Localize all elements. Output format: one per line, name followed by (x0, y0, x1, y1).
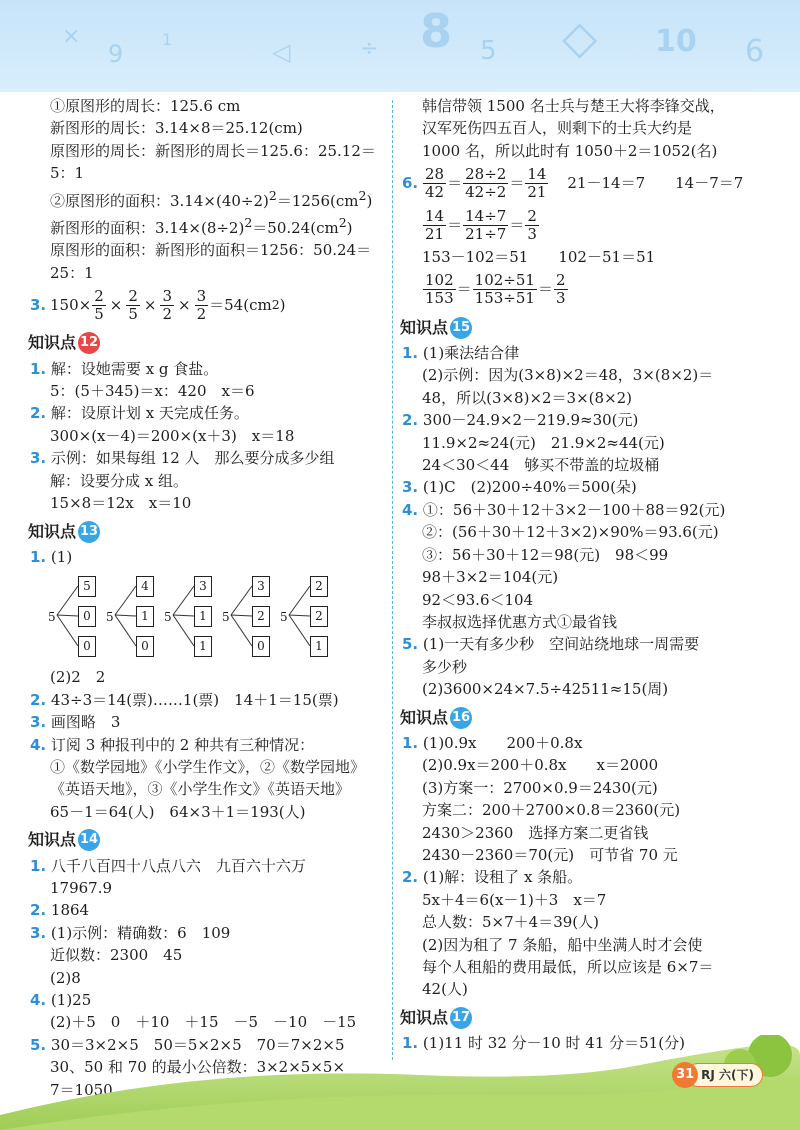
knowledge-point-heading: 知识点 16 (400, 707, 774, 729)
decor-diamond-icon: ◇ (562, 10, 598, 64)
answer-line: 李叔叔选择优惠方式①最省钱 (422, 612, 618, 631)
question-number: 1. (402, 344, 419, 363)
tree-root-number: 5 (280, 610, 288, 625)
text: ) (279, 296, 286, 315)
superscript: 2 (268, 187, 277, 203)
text: 示例：如果每组 12 人 那么要分成多少组 (50, 449, 335, 468)
fraction: 102 153 (425, 271, 454, 308)
decor-digit: 9 (108, 40, 124, 68)
knowledge-point-heading: 知识点 13 (28, 521, 390, 543)
answer-line: 总人数：5×7＋4＝39(人) (422, 913, 599, 932)
knowledge-point-heading: 知识点 14 (28, 829, 390, 851)
tree-branch (289, 586, 310, 615)
text: ) (346, 219, 353, 238)
decor-digit: 5 (480, 36, 497, 66)
fraction: 2 3 (555, 271, 566, 308)
operator: × (178, 296, 191, 315)
text: (1)0.9x 200＋0.8x (422, 733, 583, 752)
tree-branch (173, 615, 194, 616)
fraction: $\frac{3}{2}$ (196, 286, 207, 323)
answer-line: 5：1 (50, 164, 85, 183)
answer-line: (3)方案一：2700×0.9＝2430(元) (422, 778, 658, 797)
text: (1) (50, 547, 73, 566)
text: (1)一天有多少秒 空间站绕地球一周需要 (422, 635, 700, 654)
tree-value-box: 0 (252, 636, 270, 657)
knowledge-point-heading: 知识点 12 (28, 332, 390, 354)
text: ＝50.24(cm (252, 219, 339, 238)
superscript: 2 (358, 187, 367, 203)
question-number: 6. (402, 174, 419, 193)
fraction: 14÷7 21÷7 (465, 206, 507, 243)
question-number: 3. (30, 296, 47, 315)
answer-line (402, 409, 774, 431)
answer-line: (2)＋5 0 ＋10 ＋15 －5 －10 －15 (50, 1013, 357, 1032)
answer-line (30, 689, 390, 711)
tree-value-box: 0 (78, 606, 96, 627)
answer-line (30, 546, 390, 568)
answer-line: 方案二：200＋2700×0.8＝2360(元) (422, 801, 681, 820)
question-number: 4. (30, 991, 47, 1009)
answer-line: 153－102＝51 102－51＝51 (422, 248, 656, 267)
answer-line: 原图形的周长：新图形的周长＝125.6：25.12＝ (50, 141, 376, 160)
answer-line: (2)0.9x＝200＋0.8x x＝2000 (422, 756, 659, 775)
tree-root-number: 5 (48, 610, 56, 625)
answer-line: 解：设要分成 x 组。 (50, 471, 188, 490)
answer-line (30, 989, 390, 1011)
text: 订阅 3 种报刊中的 2 种共有三种情况： (50, 735, 315, 754)
superscript: 2 (271, 297, 280, 313)
question-number: 2. (30, 404, 47, 423)
operator: ＝ (509, 216, 525, 235)
text: (1)11 时 32 分－10 时 41 分＝51(分) (422, 1034, 685, 1053)
answer-line (30, 711, 390, 733)
text: 43÷3＝14(票)……1(票) 14＋1＝15(票) (50, 690, 339, 709)
answer-line: 48，所以(3×8)×2＝3×(8×2) (422, 388, 633, 407)
text: 解：设她需要 x g 食盐。 (50, 359, 219, 378)
answer-line: 11.9×2≈24(元) 21.9×2≈44(元) (422, 433, 665, 452)
tree-branch (57, 615, 78, 646)
question-number: 4. (30, 735, 47, 754)
answer-line: 汉军死伤四五百人，则剩下的士兵大约是 (422, 119, 693, 138)
answer-line (402, 342, 774, 364)
answer-line (30, 899, 390, 921)
fraction: $\frac{2}{5}$ (94, 286, 104, 323)
tree-root-number: 5 (222, 610, 230, 625)
text: (1)解：设租了 x 条船。 (422, 868, 583, 887)
right-column (402, 95, 774, 1055)
answer-line: 原图形的面积：新图形的面积＝1256：50.24＝ (50, 241, 372, 260)
answer-line: 24＜30＜44 够买不带盖的垃圾桶 (422, 456, 660, 475)
answer-line: (2)示例：因为(3×8)×2＝48，3×(8×2)＝ (422, 366, 714, 385)
answer-line: 每个人租船的费用最低，所以应该是 6×7＝ (422, 958, 714, 976)
answer-line (402, 476, 774, 498)
answer-line-fraction (402, 162, 774, 204)
decor-digit: 6 (745, 34, 765, 69)
tree-value-box: 2 (310, 606, 328, 627)
knowledge-point-number: 12 (78, 332, 100, 354)
tree-branch (289, 615, 310, 646)
answer-line: 17967.9 (50, 878, 113, 897)
question-number: 1. (30, 547, 47, 566)
tree-value-box: 3 (194, 576, 212, 597)
answer-line: ③：56＋30＋12＝98(元) 98＜99 (422, 545, 669, 564)
knowledge-point-number: 16 (450, 707, 472, 729)
column-divider (392, 100, 393, 1060)
answer-line: 98＋3×2＝104(元) (422, 568, 559, 587)
answer-line-fraction (402, 204, 774, 246)
number-split-trees (48, 568, 390, 666)
text: 新图形的面积：3.14×(8÷2) (50, 219, 245, 238)
fraction: 14 21 (425, 206, 445, 243)
question-number: 1. (402, 1034, 419, 1053)
answer-line: 2430－2360＝70(元) 可节省 70 元 (422, 845, 678, 864)
text: 1864 (50, 901, 90, 920)
decor-digit: 10 (655, 24, 697, 59)
fraction: 28÷2 42÷2 (465, 164, 507, 201)
tree-value-box: 1 (136, 606, 154, 627)
question-number: 5. (30, 1035, 47, 1054)
operator: ＝ (447, 216, 463, 235)
operator: × (109, 296, 123, 315)
fraction: 102÷51 153÷51 (474, 271, 535, 308)
text: ) (366, 191, 373, 210)
text: 30＝3×2×5 50＝5×2×5 70＝7×2×5 (50, 1035, 345, 1054)
fraction: 28 42 (425, 164, 445, 201)
answer-line: 30、50 和 70 的最小公倍数：3×2×5×5× (50, 1058, 346, 1077)
text: ②原图形的面积：3.14×(40÷2) (50, 191, 269, 210)
question-number: 1. (30, 359, 47, 378)
tree-branch (173, 615, 194, 646)
answer-line (402, 866, 774, 888)
tree-value-box: 2 (310, 576, 328, 597)
question-number: 3. (30, 923, 47, 942)
answer-line: ①原图形的周长：125.6 cm (50, 97, 241, 115)
answer-line (30, 185, 390, 212)
answer-line: 15×8＝12x x＝10 (50, 494, 192, 513)
edition-tag: RJ 六(下) (686, 1063, 763, 1087)
question-number: 2. (402, 411, 419, 430)
knowledge-point-heading: 知识点 17 (400, 1007, 774, 1029)
question-number: 2. (30, 901, 47, 920)
operator: × (143, 296, 157, 315)
operator: ＝ (509, 174, 525, 193)
tree-value-box: 2 (252, 606, 270, 627)
text: ＝54(cm (209, 296, 272, 315)
tree-value-box: 1 (194, 636, 212, 657)
answer-line: 7＝1050 (50, 1080, 113, 1099)
superscript: 2 (244, 215, 253, 231)
text: ＝1256(cm (276, 191, 359, 210)
knowledge-point-heading: 知识点 15 (400, 317, 774, 339)
answer-line: 韩信带领 1500 名士兵与楚王大将李锋交战， (422, 97, 725, 115)
operator: ＝ (537, 280, 553, 299)
answer-line: 《英语天地》，③《小学生作文》《英语天地》 (50, 780, 351, 799)
page-header-banner (0, 0, 800, 92)
page-number-badge (672, 1062, 763, 1088)
answer-line: ②：(56＋30＋12＋3×2)×90%＝93.6(元) (422, 523, 719, 542)
fraction: $\frac{3}{2}$ (162, 286, 172, 323)
question-number: 3. (402, 478, 419, 497)
answer-line: 多少秒 (422, 657, 468, 676)
question-number: 1. (30, 856, 47, 875)
text: 150× (50, 296, 92, 315)
operator: ＝ (456, 280, 472, 299)
answer-line: 1000 名，所以此时有 1050＋2＝1052(名) (422, 141, 718, 160)
text: 画图略 3 (50, 713, 121, 732)
tree-branch (231, 615, 252, 646)
answer-line: 5x＋4＝6(x－1)＋3 x＝7 (422, 890, 607, 909)
tree-branch (57, 586, 78, 615)
tree-branch (115, 615, 136, 646)
answer-line: 65－1＝64(人) 64×3＋1＝193(人) (50, 802, 306, 821)
answer-line: ①《数学园地》《小学生作文》，②《数学园地》 (50, 757, 366, 776)
question-number: 5. (402, 635, 419, 654)
fraction: 2 3 (527, 206, 537, 243)
page-number: 31 (672, 1062, 698, 1088)
knowledge-point-number: 17 (450, 1007, 472, 1029)
tree-value-box: 1 (310, 636, 328, 657)
left-column (30, 95, 390, 1101)
tree-branch (289, 615, 310, 616)
question-number: 3. (30, 449, 47, 468)
answer-line (30, 358, 390, 380)
text: 21－14＝7 14－7＝7 (567, 174, 744, 193)
tree-value-box: 1 (194, 606, 212, 627)
answer-line (402, 732, 774, 754)
question-number: 1. (402, 733, 419, 752)
text: ①：56＋30＋12＋3×2－100＋88＝92(元) (422, 500, 726, 519)
tree-branch (115, 586, 136, 615)
decor-digit: 1 (162, 30, 173, 49)
question-number: 2. (30, 690, 47, 709)
tree-value-box: 0 (78, 636, 96, 657)
answer-line (402, 633, 774, 655)
question-number: 3. (30, 713, 47, 732)
text: (1)示例：精确数：6 109 (50, 923, 231, 942)
tree-branch (115, 615, 136, 616)
decor-divide: ÷ (360, 36, 379, 61)
superscript: 2 (338, 215, 347, 231)
question-number: 2. (402, 868, 419, 887)
answer-line: 25：1 (50, 263, 94, 282)
tree-branch (57, 615, 78, 616)
fraction: $\frac{2}{5}$ (128, 286, 138, 323)
decor-triangle-icon: ◁ (272, 38, 291, 66)
answer-line (30, 855, 390, 877)
answer-line: 2430＞2360 选择方案二更省钱 (422, 823, 649, 842)
answer-line: 42(人) (422, 980, 468, 999)
answer-line (30, 402, 390, 424)
knowledge-point-number: 15 (450, 317, 472, 339)
tree-root-number: 5 (106, 610, 114, 625)
text: (1)乘法结合律 (422, 344, 520, 363)
answer-line: 92＜93.6＜104 (422, 590, 534, 609)
tree-value-box: 5 (78, 576, 96, 597)
fraction: 14 21 (527, 164, 547, 201)
text: 300－24.9×2－219.9≈30(元) (422, 411, 639, 430)
text: (1)25 (50, 991, 92, 1009)
answer-line: 近似数：2300 45 (50, 946, 183, 965)
answer-line: 300×(x－4)＝200×(x＋3) x＝18 (50, 426, 295, 445)
tree-value-box: 0 (136, 636, 154, 657)
answer-line: (2)2 2 (50, 668, 106, 687)
decor-times: × (62, 24, 81, 49)
text: (1)C (2)200÷40%＝500(朵) (422, 478, 637, 497)
answer-line-fraction (402, 269, 774, 311)
answer-line (402, 499, 774, 521)
text: 解：设原计划 x 天完成任务。 (50, 404, 249, 423)
answer-line: 5：(5＋345)＝x：420 x＝6 (50, 382, 255, 401)
tree-value-box: 3 (252, 576, 270, 597)
tree-branch (173, 586, 194, 615)
answer-line (30, 734, 390, 756)
tree-value-box: 4 (136, 576, 154, 597)
question-number: 4. (402, 500, 419, 519)
answer-line: (2)8 (50, 968, 81, 987)
answer-line: (2)3600×24×7.5÷42511≈15(周) (422, 680, 669, 699)
answer-line (30, 212, 390, 239)
decor-digit: 8 (420, 4, 453, 58)
answer-line: 新图形的周长：3.14×8＝25.12(cm) (50, 119, 303, 138)
tree-branch (231, 615, 252, 616)
operator: ＝ (447, 174, 463, 193)
answer-line (30, 922, 390, 944)
tree-branch (231, 586, 252, 615)
knowledge-point-number: 14 (78, 829, 100, 851)
text: 八千八百四十八点八六 九百六十六万 (50, 856, 306, 875)
answer-line (30, 447, 390, 469)
tree-root-number: 5 (164, 610, 172, 625)
knowledge-point-number: 13 (78, 521, 100, 543)
answer-line: (2)因为租了 7 条船，船中坐满人时才会使 (422, 935, 703, 954)
answer-line-fraction (30, 284, 390, 326)
